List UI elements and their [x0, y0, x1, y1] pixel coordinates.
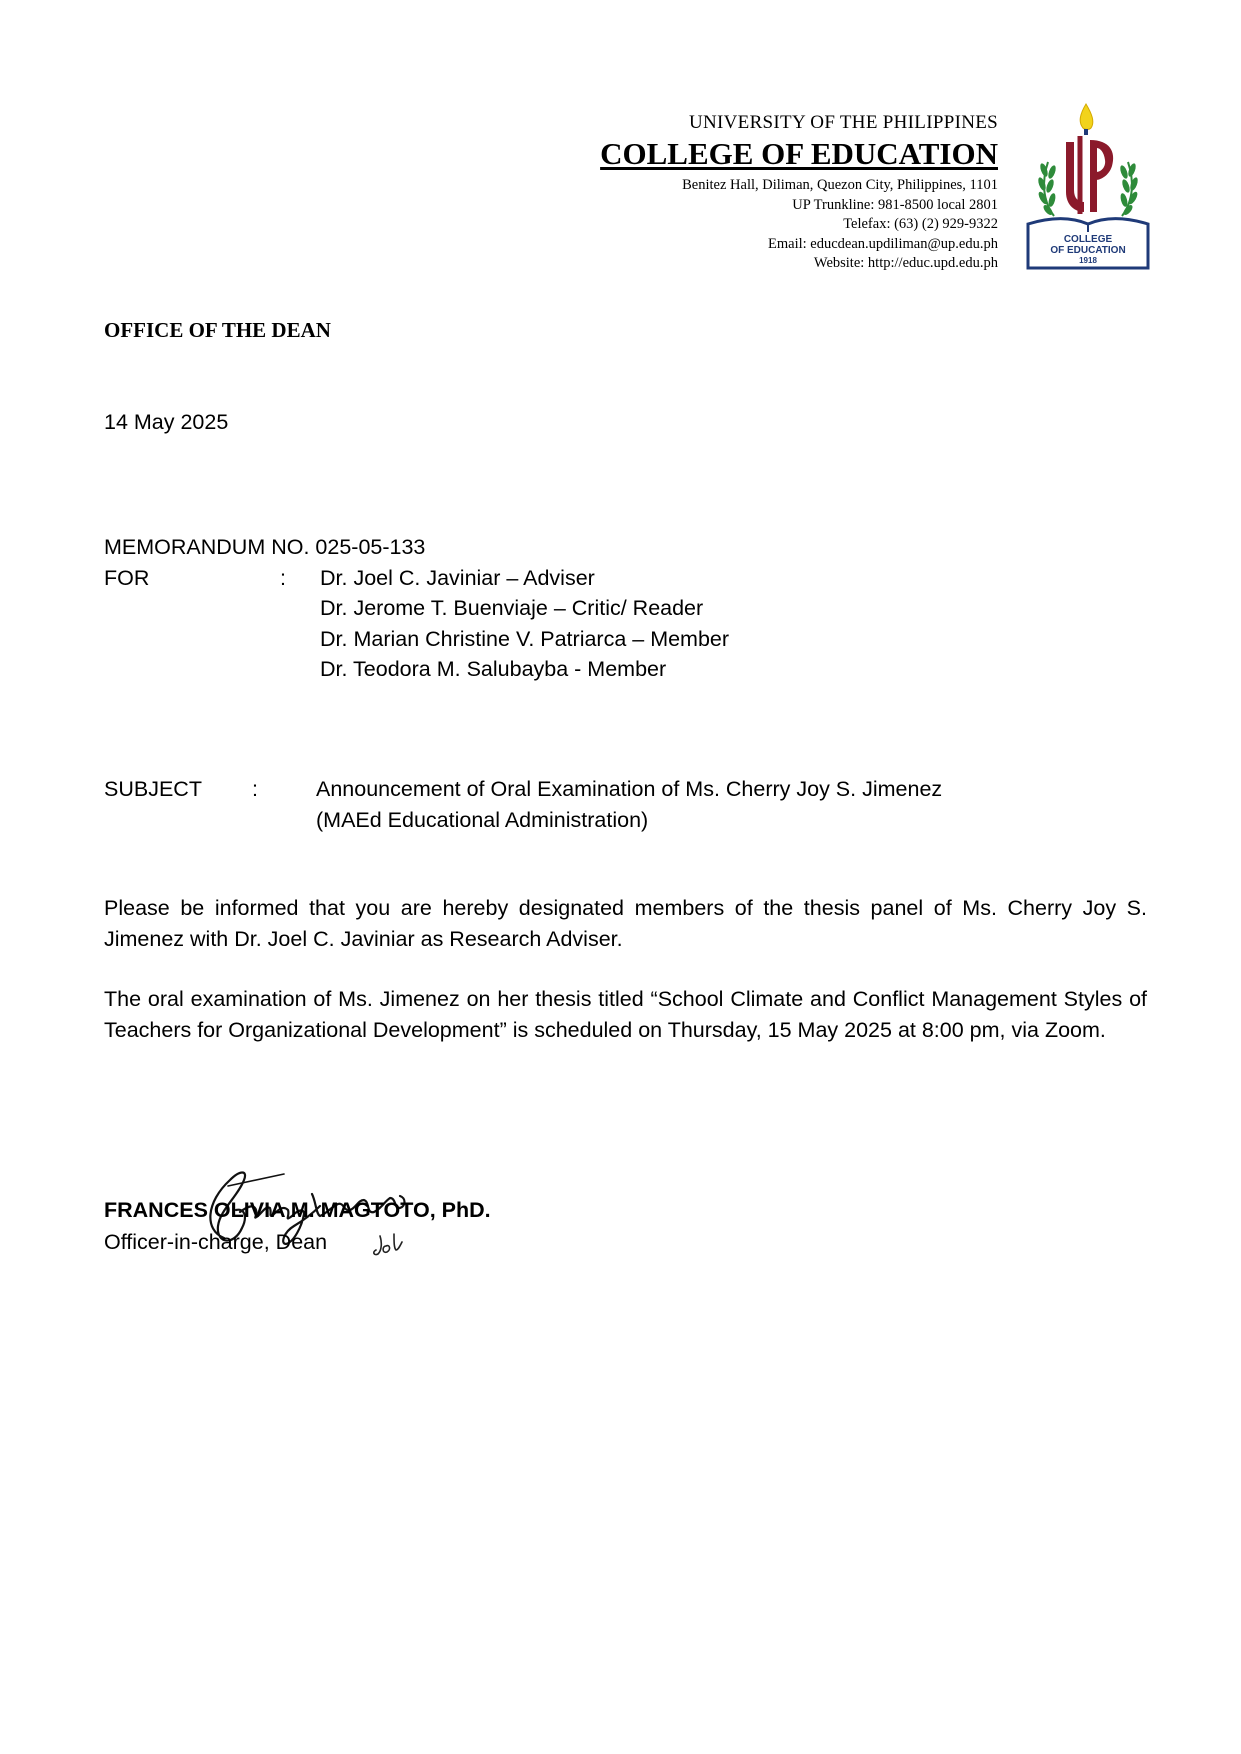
university-name: UNIVERSITY OF THE PHILIPPINES	[688, 112, 998, 133]
signatory-name: FRANCES OLIVIA M. MAGTOTO, PhD.	[104, 1198, 491, 1222]
address-line: Benitez Hall, Diliman, Quezon City, Philippines, 1101	[682, 177, 998, 193]
subject-label: SUBJECT	[104, 777, 202, 801]
college-logo	[1024, 100, 1154, 275]
subject-block	[104, 774, 942, 835]
for-colon: :	[280, 565, 286, 590]
subject-line: (MAEd Educational Administration)	[316, 807, 649, 832]
college-name: COLLEGE OF EDUCATION	[600, 136, 998, 171]
telefax-line: Telefax: (63) (2) 929-9322	[843, 216, 998, 232]
recipient-item: Dr. Joel C. Javiniar – Adviser	[320, 565, 595, 590]
email-line: Email: educdean.updiliman@up.edu.ph	[768, 235, 998, 252]
recipient-item: Dr. Teodora M. Salubayba - Member	[320, 657, 667, 681]
body-paragraph: Please be informed that you are hereby designated members of the thesis panel of Ms. Cherry Joy S. Jimenez with Dr. Joel C. Javiniar as Research Adviser.	[104, 896, 1147, 951]
for-row	[104, 563, 1064, 685]
memo-number: MEMORANDUM NO. 025-05-133	[104, 535, 426, 559]
subject-text	[316, 774, 942, 835]
for-label: FOR	[104, 565, 150, 590]
subject-colon: :	[252, 777, 258, 801]
body-paragraph: The oral examination of Ms. Jimenez on her thesis titled “School Climate and Conflict Management Styles of Teachers for Organizational Development” is scheduled on Thursday, 15 May 2025 at 8:00 pm, via Zoom.	[104, 987, 1147, 1042]
office-heading: OFFICE OF THE DEAN	[104, 318, 331, 342]
memo-header	[104, 532, 1064, 685]
logo-text-education: OF EDUCATION	[1050, 245, 1126, 256]
signatory-title: Officer-in-charge, Dean	[104, 1230, 328, 1254]
logo-text-college: COLLEGE	[1063, 234, 1113, 245]
memo-date: 14 May 2025	[104, 410, 229, 434]
website-line: Website: http://educ.upd.edu.ph	[813, 255, 998, 271]
contact-block	[438, 176, 998, 274]
letterhead	[438, 112, 998, 274]
recipient-item: Dr. Jerome T. Buenviaje – Critic/ Reader	[320, 596, 704, 620]
trunkline-line: UP Trunkline: 981-8500 local 2801	[792, 196, 998, 213]
handwritten-initials	[370, 1228, 410, 1260]
recipient-item: Dr. Marian Christine V. Patriarca – Member	[320, 626, 730, 651]
subject-line: Announcement of Oral Examination of Ms. Cherry Joy S. Jimenez	[316, 777, 943, 801]
logo-text-year: 1918	[1079, 256, 1097, 265]
recipient-list	[320, 563, 729, 685]
